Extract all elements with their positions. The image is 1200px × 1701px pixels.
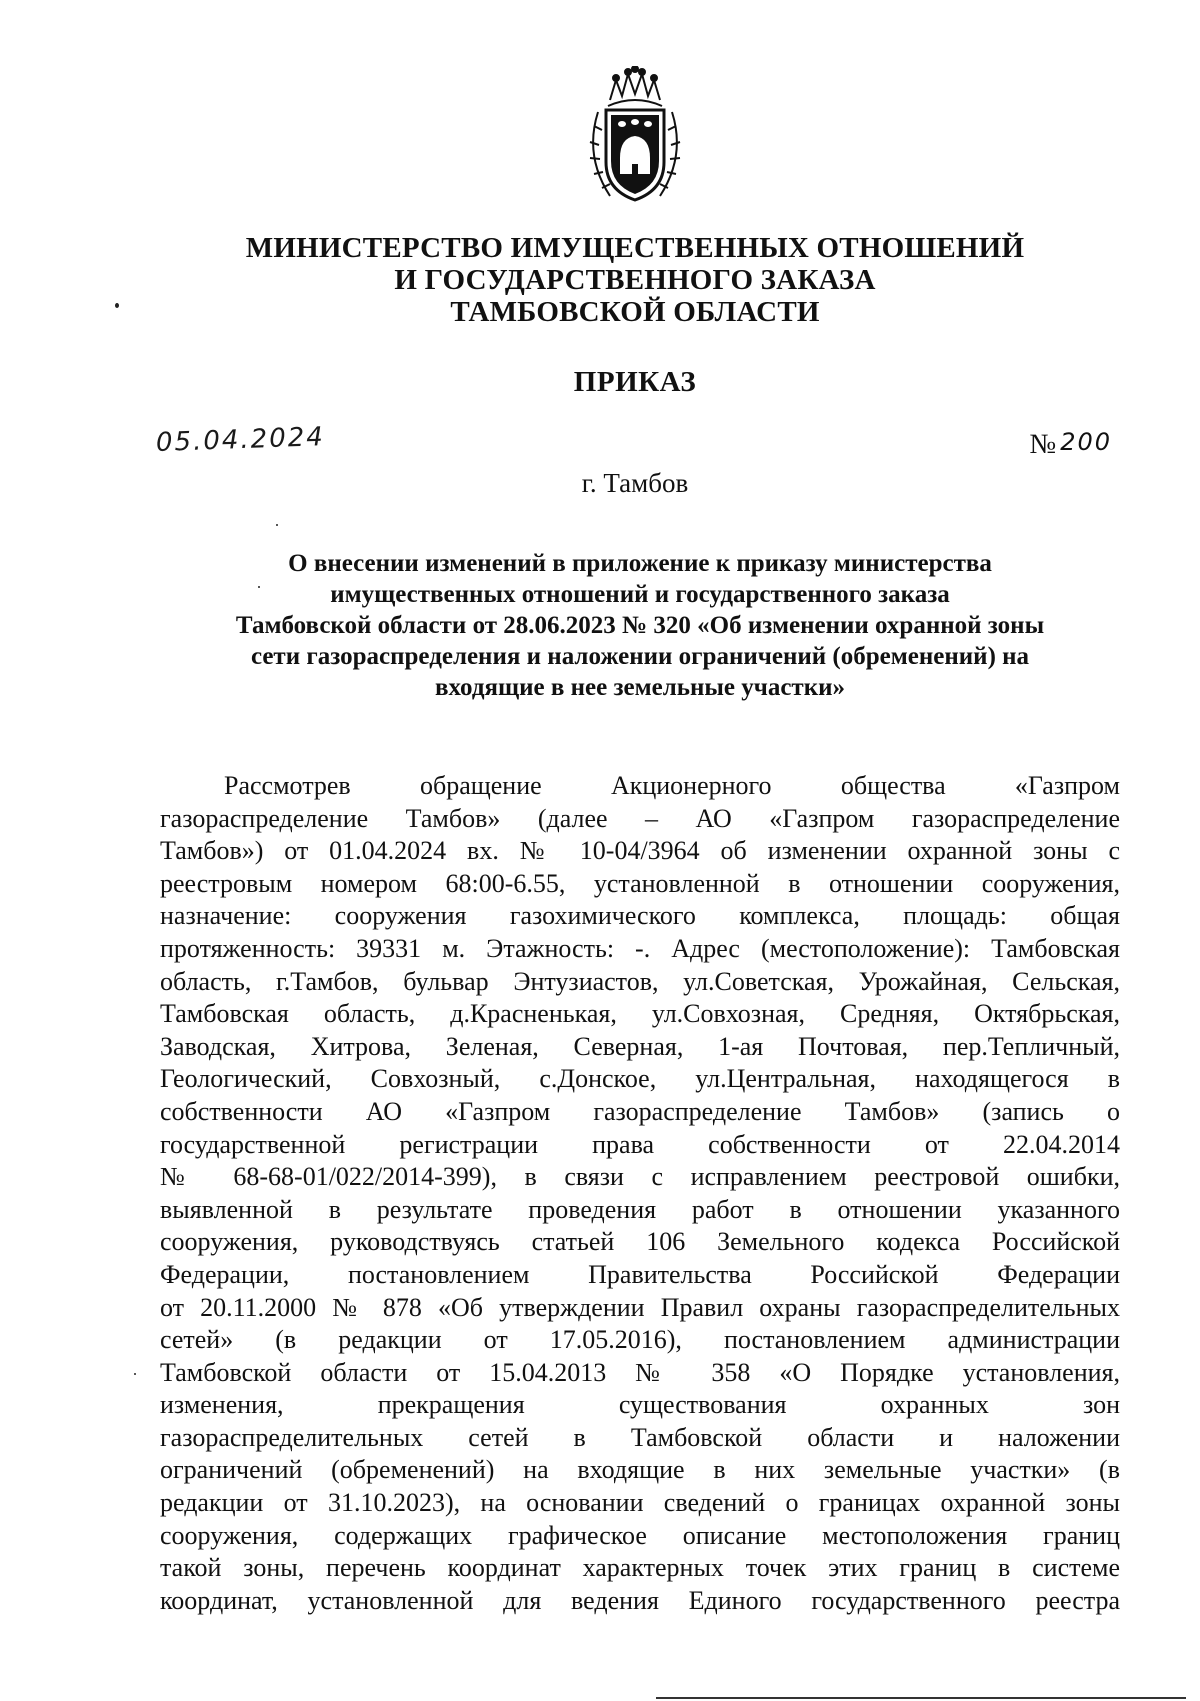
subject-line: Тамбовской области от 28.06.2023 № 320 «Об изменении охранной зоны [235, 612, 1045, 639]
body-line: Рассмотрев обращение Акционерного общества «Газпром [224, 771, 1120, 800]
ministry-line: ТАМБОВСКОЙ ОБЛАСТИ [450, 296, 820, 328]
order-subject [160, 548, 1120, 703]
subject-line: входящие в нее земельные участки» [434, 674, 846, 701]
body-line: протяженность: 39331 м. Этажность: -. Адрес (местоположение): Тамбовская [160, 933, 1120, 963]
body-line: газораспределительных сетей в Тамбовской области и наложении [160, 1422, 1120, 1452]
body-line: Федерации, постановлением Правительства Российской Федерации [160, 1259, 1120, 1289]
body-line: сооружения, содержащих графическое описание местоположения границ [160, 1520, 1120, 1550]
number-sign: № [1029, 429, 1057, 460]
order-number [1029, 428, 1112, 461]
body-line: Тамбовская область, д.Красненькая, ул.Совхозная, Средняя, Октябрьская, [160, 999, 1120, 1029]
body-line: выявленной в результате проведения работ в отношении указанного [160, 1194, 1120, 1224]
document-type: ПРИКАЗ [573, 366, 697, 398]
body-line: сетей» (в редакции от 17.05.2016), постановлением администрации [160, 1325, 1120, 1355]
scan-speck [276, 524, 278, 526]
body-line: государственной регистрации права собственности от 22.04.2014 [160, 1129, 1120, 1159]
subject-line: О внесении изменений в приложение к приказу министерства [288, 550, 992, 577]
subject-line: сети газораспределения и наложении ограничений (обременений) на [250, 643, 1030, 670]
ministry-name [0, 232, 1200, 328]
body-text [160, 770, 1120, 1617]
body-line: изменения, прекращения существования охранных зон [160, 1390, 1120, 1420]
tambov-coat-of-arms-icon [580, 66, 690, 206]
body-line: такой зоны, перечень координат характерных точек этих границ в системе [160, 1553, 1120, 1583]
scan-speck [115, 303, 119, 308]
body-line: сооружения, руководствуясь статьей 106 Земельного кодекса Российской [160, 1227, 1120, 1257]
body-line: Геологический, Совхозный, с.Донское, ул.Центральная, находящегося в [160, 1064, 1120, 1094]
scan-speck [258, 586, 260, 588]
body-line: редакции от 31.10.2023), на основании сведений о границах охранной зоны [160, 1488, 1120, 1518]
body-line: ограничений (обременений) на входящие в них земельные участки» (в [160, 1455, 1120, 1485]
body-line: собственности АО «Газпром газораспределение Тамбов» (запись о [160, 1096, 1120, 1126]
body-line: Заводская, Хитрова, Зеленая, Северная, 1-ая Почтовая, пер.Тепличный, [160, 1031, 1120, 1061]
body-line: № 68-68-01/022/2014-399), в связи с исправлением реестровой ошибки, [160, 1162, 1120, 1192]
body-line: газораспределение Тамбов» (далее – АО «Газпром газораспределение [160, 803, 1120, 833]
body-line: Тамбов») от 01.04.2024 вх. № 10-04/3964 об изменении охранной зоны с [160, 836, 1120, 866]
ministry-line: МИНИСТЕРСТВО ИМУЩЕСТВЕННЫХ ОТНОШЕНИЙ [245, 232, 1025, 264]
page-edge-line [656, 1697, 1186, 1699]
body-line: область, г.Тамбов, бульвар Энтузиастов, ул.Советская, Урожайная, Сельская, [160, 966, 1120, 996]
body-line: от 20.11.2000 № 878 «Об утверждении Правил охраны газораспределительных [160, 1292, 1120, 1322]
handwritten-date: 05.04.2024 [155, 422, 326, 458]
handwritten-number: 200 [1060, 428, 1112, 456]
body-line: Тамбовской области от 15.04.2013 № 358 «О Порядке установления, [160, 1357, 1120, 1387]
body-line: реестровым номером 68:00-6.55, установленной в отношении сооружения, [160, 868, 1120, 898]
city: г. Тамбов [581, 468, 689, 498]
scan-speck [134, 1373, 136, 1375]
subject-line: имущественных отношений и государственного заказа [330, 581, 950, 608]
body-line: координат, установленной для ведения Единого государственного реестра [160, 1585, 1120, 1615]
body-line: назначение: сооружения газохимического комплекса, площадь: общая [160, 901, 1120, 931]
ministry-line: И ГОСУДАРСТВЕННОГО ЗАКАЗА [394, 264, 876, 296]
